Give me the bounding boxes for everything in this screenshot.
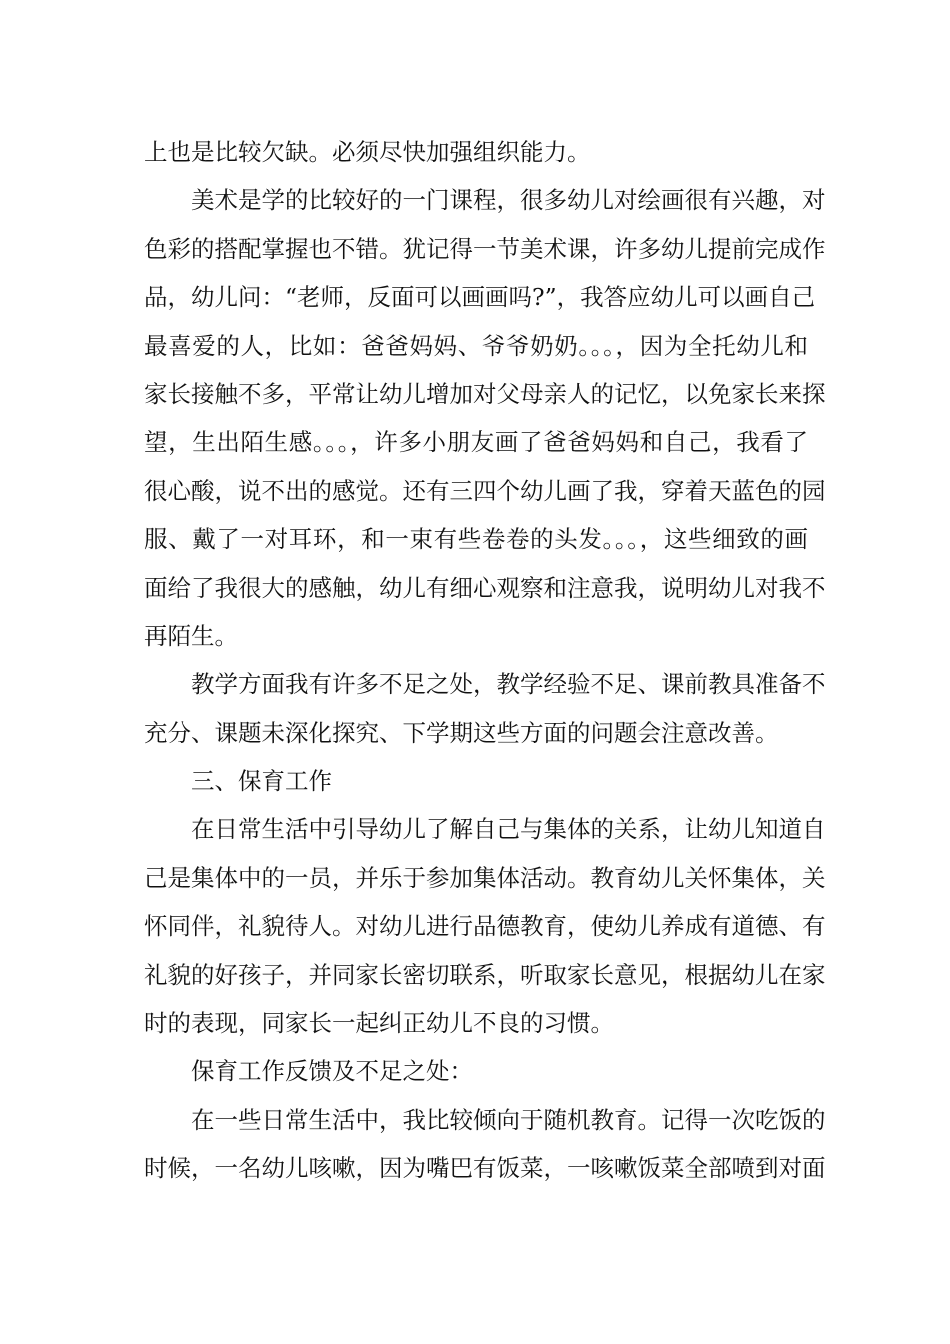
text-line: 色彩的搭配掌握也不错。犹记得一节美术课，许多幼儿提前完成作 xyxy=(144,234,826,263)
text-line: 礼貌的好孩子，并同家长密切联系，听取家长意见，根据幼儿在家 xyxy=(144,960,826,989)
text-line: 最喜爱的人，比如：爸爸妈妈、爷爷奶奶。。。，因为全托幼儿和 xyxy=(144,331,808,360)
text-line: 服、戴了一对耳环，和一束有些卷卷的头发。。。，这些细致的画 xyxy=(144,525,808,554)
paragraph-start-line: 美术是学的比较好的一门课程，很多幼儿对绘画很有兴趣，对 xyxy=(191,186,826,215)
text-line: 家长接触不多，平常让幼儿增加对父母亲人的记忆，以免家长来探 xyxy=(144,379,826,408)
text-line: 己是集体中的一员，并乐于参加集体活动。教育幼儿关怀集体，关 xyxy=(144,863,826,892)
paragraph-start-line: 在日常生活中引导幼儿了解自己与集体的关系，让幼儿知道自 xyxy=(191,815,826,844)
text-line: 充分、课题未深化探究、下学期这些方面的问题会注意改善。 xyxy=(144,718,779,747)
text-line: 品，幼儿问：“老师，反面可以画画吗?”，我答应幼儿可以画自己 xyxy=(144,283,816,312)
text-line: 怀同伴，礼貌待人。对幼儿进行品德教育，使幼儿养成有道德、有 xyxy=(144,912,826,941)
paragraph-start-line: 教学方面我有许多不足之处，教学经验不足、课前教具准备不 xyxy=(191,670,826,699)
section-heading: 三、保育工作 xyxy=(191,767,332,796)
body-text xyxy=(144,128,826,1193)
text-line: 很心酸，说不出的感觉。还有三四个幼儿画了我，穿着天蓝色的园 xyxy=(144,476,826,505)
text-line: 面给了我很大的感触，幼儿有细心观察和注意我，说明幼儿对我不 xyxy=(144,573,826,602)
text-line: 时的表现，同家长一起纠正幼儿不良的习惯。 xyxy=(144,1009,614,1038)
text-line: 望，生出陌生感。。。，许多小朋友画了爸爸妈妈和自己，我看了 xyxy=(144,428,808,457)
text-line: 时候，一名幼儿咳嗽，因为嘴巴有饭菜，一咳嗽饭菜全部喷到对面 xyxy=(144,1154,826,1183)
subsection-heading: 保育工作反馈及不足之处： xyxy=(191,1057,473,1086)
text-line: 再陌生。 xyxy=(144,621,238,650)
text-line: 上也是比较欠缺。必须尽快加强组织能力。 xyxy=(144,138,591,166)
paragraph-start-line: 在一些日常生活中，我比较倾向于随机教育。记得一次吃饭的 xyxy=(191,1105,826,1134)
